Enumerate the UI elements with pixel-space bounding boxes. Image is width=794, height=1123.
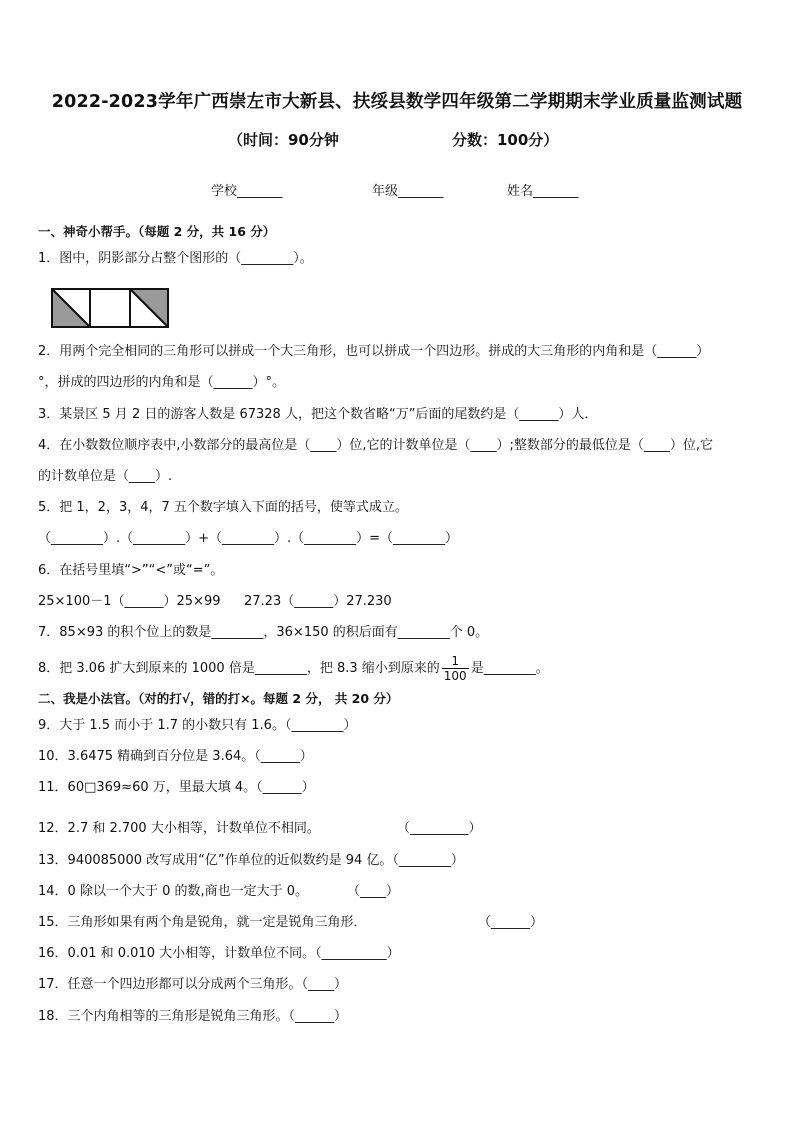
question-6a: 25×100－1（______）25×99 [38,594,221,609]
question-15-answer: （______） [478,915,544,930]
name-field: 姓名_______ [507,184,579,199]
shaded-squares-figure [50,287,170,333]
question-2: 2．用两个完全相同的三角形可以拼成一个大三角形，也可以拼成一个四边形。拼成的大三角形的内角和是（______） [38,344,710,359]
question-5-equation: （________）.（________）+（________）.（________）=（________） [38,531,459,546]
question-12: 12．2.7 和 2.700 大小相等，计数单位不相同。 [38,821,320,836]
section-1-heading: 一、神奇小帮手。（每题 2 分，共 16 分） [38,224,276,239]
question-8-text-a: 8．把 3.06 扩大到原来的 1000 倍是________，把 8.3 缩小到原来的 [38,661,440,676]
exam-score: 分数：100分） [452,131,559,149]
section-2-heading: 二、我是小法官。（对的打√，错的打×。每题 2 分， 共 20 分） [38,691,399,706]
question-16: 16．0.01 和 0.010 大小相等，计数单位不同。（__________） [38,946,400,961]
question-11: 11．60□369≈60 万，里最大填 4。（______） [38,780,315,795]
question-8 [38,652,549,686]
question-3: 3．某景区 5 月 2 日的游客人数是 67328 人，把这个数省略“万”后面的尾数约是（______）人． [38,407,598,422]
question-15: 15．三角形如果有两个角是锐角，就一定是锐角三角形． [38,915,367,930]
question-6: 6．在括号里填“>”“<”或“=”。 [38,563,224,578]
question-14-answer: （____） [347,884,400,899]
question-6b: 27.23（______）27.230 [244,594,392,609]
fraction-numerator: 1 [442,654,469,669]
question-4: 4．在小数数位顺序表中,小数部分的最高位是（____）位,它的计数单位是（____）;整数部分的最低位是（____）位,它 [38,438,714,453]
question-9: 9．大于 1.5 而小于 1.7 的小数只有 1.6。（________） [38,718,357,733]
question-13: 13．940085000 改写成用“亿”作单位的近似数约是 94 亿。（________） [38,853,464,868]
fraction-denominator: 100 [443,669,467,683]
question-4-cont: 的计数单位是（____）. [38,469,173,484]
grade-field: 年级_______ [372,184,444,199]
question-5: 5．把 1，2，3，4，7 五个数字填入下面的括号，使等式成立。 [38,500,408,515]
question-18: 18．三个内角相等的三角形是锐角三角形。（______） [38,1009,348,1024]
page-title: 2022-2023学年广西崇左市大新县、扶绥县数学四年级第二学期期末学业质量监测试题 [51,92,743,112]
exam-time: （时间：90分钟 [228,131,339,149]
exam-meta [0,129,794,153]
question-10: 10．3.6475 精确到百分位是 3.64。（______） [38,749,313,764]
question-7: 7．85×93 的积个位上的数是________，36×150 的积后面有________个 0。 [38,625,489,640]
question-12-answer: （_________） [397,821,482,836]
question-2-cont: °，拼成的四边形的内角和是（______）°。 [38,375,286,390]
school-field: 学校_______ [211,184,283,199]
question-1: 1．图中，阴影部分占整个图形的（________）。 [38,251,313,266]
question-14: 14．0 除以一个大于 0 的数,商也一定大于 0。 [38,884,309,899]
question-17: 17．任意一个四边形都可以分成两个三角形。（____） [38,977,348,992]
question-8-text-b: 是________。 [470,661,549,676]
fraction-one-hundredth [442,654,469,683]
